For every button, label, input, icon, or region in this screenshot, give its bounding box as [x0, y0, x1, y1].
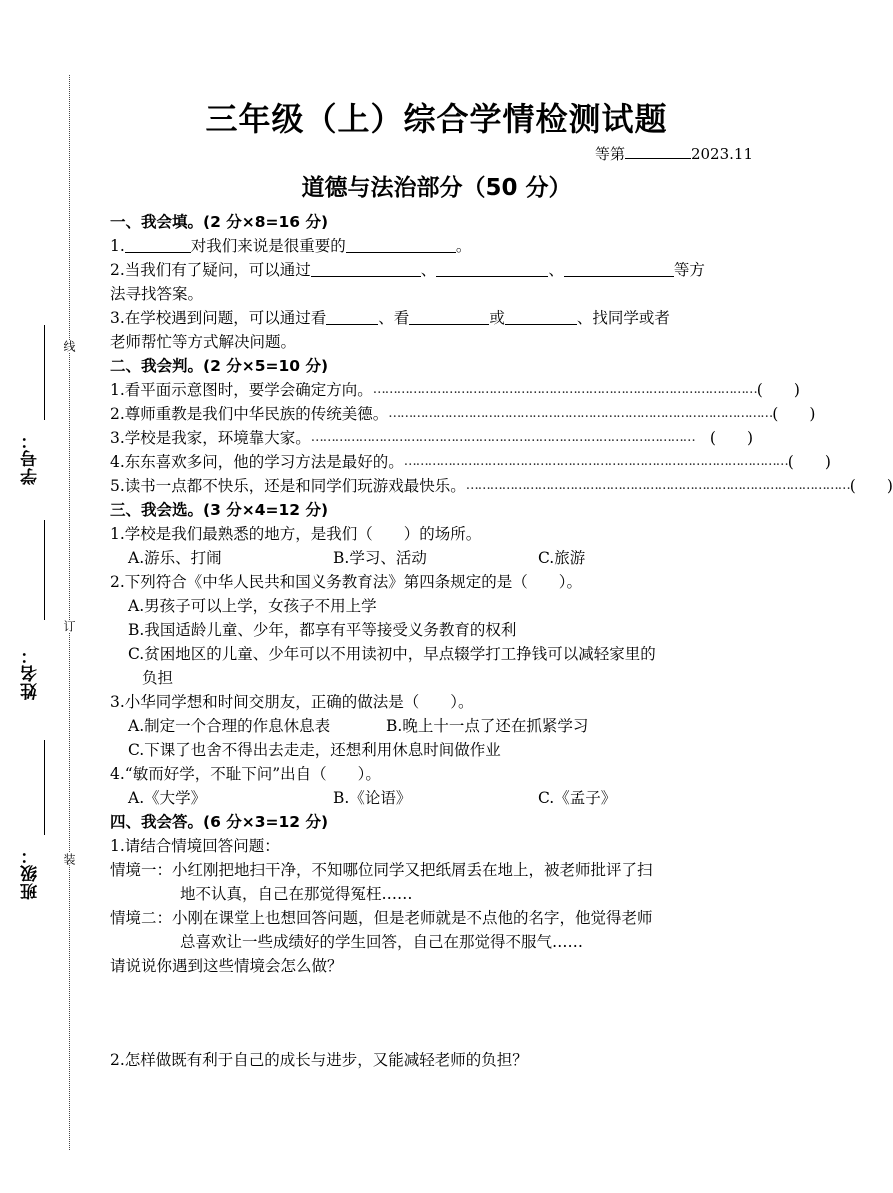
- judge-answer-box[interactable]: ( ): [787, 453, 831, 471]
- binding-char-ding: 订: [62, 620, 76, 632]
- choice-q3-option-c[interactable]: C.下课了也舍不得出去走走，还想利用休息时间做作业: [128, 741, 501, 759]
- fill-q3-tail: 、找同学或者: [576, 309, 670, 327]
- section-subtitle: 道德与法治部分（50 分）: [301, 175, 572, 201]
- judge-item: [110, 426, 753, 450]
- judge-item-text: 2.尊师重教是我们中华民族的传统美德。: [110, 405, 389, 423]
- judge-dots: ……………………………………………………………………………………: [372, 382, 757, 397]
- judge-item-text: 4.东东喜欢多问，他的学习方法是最好的。: [110, 453, 404, 471]
- answer-q1-ask: 请说说你遇到这些情境会怎么做？: [110, 957, 343, 975]
- exam-date: 2023.11: [690, 145, 753, 163]
- fill-q3: [110, 306, 753, 330]
- judge-answer-box[interactable]: ( ): [849, 477, 893, 495]
- judge-item-text: 1.看平面示意图时，要学会确定方向。: [110, 381, 373, 399]
- grade-date-line: [110, 142, 753, 166]
- fill-q2-blank2[interactable]: [436, 261, 548, 277]
- section3-heading: 三、我会选。(3 分×4=12 分): [110, 501, 329, 519]
- fill-q3-cont: 老师帮忙等方式解决问题。: [110, 333, 297, 351]
- fill-q2-sep2: 、: [548, 261, 564, 279]
- fill-q1-blank2[interactable]: [346, 237, 456, 253]
- choice-q1-stem: 1.学校是我们最熟悉的地方，是我们（ ）的场所。: [110, 525, 482, 543]
- judge-item: [110, 450, 831, 474]
- grade-blank[interactable]: [625, 144, 691, 159]
- judge-answer-box[interactable]: ( ): [772, 405, 816, 423]
- fill-q3-sep2: 或: [489, 309, 505, 327]
- judge-item-text: 3.学校是我家，环境靠大家。: [110, 429, 311, 447]
- choice-q2-option-c[interactable]: C.贫困地区的儿童、少年可以不用读初中，早点辍学打工挣钱可以减轻家里的: [128, 645, 656, 663]
- name-label: 姓名：: [21, 646, 41, 700]
- student-id-label: 学号：: [21, 431, 41, 485]
- choice-q2-option-b[interactable]: B.我国适龄儿童、少年，都享有平等接受义务教育的权利: [128, 621, 517, 639]
- scenario-two: 情境二：小刚在课堂上也想回答问题，但是老师就是不点他的名字，他觉得老师: [110, 909, 653, 927]
- answer-q1-stem: 1.请结合情境回答问题：: [110, 837, 280, 855]
- fill-q3-blank2[interactable]: [409, 309, 489, 325]
- choice-q3-options: [110, 714, 753, 738]
- judge-dots: ……………………………………………………………………………………: [310, 430, 695, 445]
- binding-dotted-line: [69, 75, 70, 1150]
- scenario-one: 情境一：小红刚把地扫干净，不知哪位同学又把纸屑丢在地上，被老师批评了扫: [110, 861, 653, 879]
- judge-answer-box[interactable]: ( ): [709, 429, 753, 447]
- fill-q1: [110, 234, 753, 258]
- choice-q4-option-b[interactable]: B.《论语》: [333, 789, 412, 807]
- fill-q2-tail: 等方: [673, 261, 705, 279]
- choice-q2-stem: 2.下列符合《中华人民共和国义务教育法》第四条规定的是（ ）。: [110, 573, 583, 591]
- section2-heading: 二、我会判。(2 分×5=10 分): [110, 357, 329, 375]
- choice-q4-option-a[interactable]: A.《大学》: [128, 789, 207, 807]
- fill-q3-text: 3.在学校遇到问题，可以通过看: [110, 309, 327, 327]
- page-title: 三年级（上）综合学情检测试题: [205, 100, 668, 138]
- choice-q2-option-a[interactable]: A.男孩子可以上学，女孩子不用上学: [128, 597, 377, 615]
- fill-q3-sep1: 、看: [378, 309, 410, 327]
- choice-q4-options: [110, 786, 753, 810]
- choice-q3-option-b[interactable]: B.晚上十一点了还在抓紧学习: [386, 717, 589, 735]
- exam-content: [110, 96, 893, 1072]
- judge-dots: ……………………………………………………………………………………: [388, 406, 773, 421]
- judge-answer-box[interactable]: ( ): [756, 381, 800, 399]
- choice-q4-stem: 4.“敏而好学，不耻下问”出自（ ）。: [110, 765, 381, 783]
- name-blank[interactable]: [44, 520, 45, 620]
- choice-q1-option-c[interactable]: C.旅游: [538, 549, 586, 567]
- answer-q1-space[interactable]: [110, 978, 753, 1048]
- fill-q2-sep1: 、: [420, 261, 437, 279]
- student-id-blank[interactable]: [44, 325, 45, 420]
- scenario-one-cont: 地不认真，自己在那觉得冤枉……: [180, 885, 413, 903]
- fill-q2: [110, 258, 753, 282]
- choice-q1-options: [110, 546, 753, 570]
- fill-q1-blank1[interactable]: [125, 237, 191, 253]
- fill-q2-cont: 法寻找答案。: [110, 285, 204, 303]
- fill-q2-blank3[interactable]: [564, 261, 674, 277]
- choice-q1-option-a[interactable]: A.游乐、打闹: [128, 549, 222, 567]
- choice-q1-option-b[interactable]: B.学习、活动: [333, 549, 427, 567]
- answer-q2-stem: 2.怎样做既有利于自己的成长与进步，又能减轻老师的负担？: [110, 1051, 528, 1069]
- fill-q1-num: 1.: [110, 237, 125, 255]
- choice-q4-option-c[interactable]: C.《孟子》: [538, 789, 617, 807]
- class-label: 班级：: [21, 846, 41, 900]
- judge-dots: ……………………………………………………………………………………: [403, 454, 788, 469]
- grade-prefix: 等第: [594, 145, 625, 163]
- choice-q2-option-c-cont: 负担: [142, 669, 174, 687]
- fill-q1-end: 。: [455, 237, 472, 255]
- fill-q2-blank1[interactable]: [311, 261, 421, 277]
- scenario-two-cont: 总喜欢让一些成绩好的学生回答，自己在那觉得不服气……: [180, 933, 584, 951]
- fill-q1-text: 对我们来说是很重要的: [190, 237, 346, 255]
- fill-q2-text: 2.当我们有了疑问，可以通过: [110, 261, 311, 279]
- section1-heading: 一、我会填。(2 分×8=16 分): [110, 213, 329, 231]
- judge-item-text: 5.读书一点都不快乐，还是和同学们玩游戏最快乐。: [110, 477, 466, 495]
- judge-item: [110, 378, 800, 402]
- binding-char-zhuang: 装: [62, 853, 76, 865]
- choice-q3-option-a[interactable]: A.制定一个合理的作息休息表: [128, 717, 331, 735]
- choice-q3-stem: 3.小华同学想和时间交朋友，正确的做法是（ ）。: [110, 693, 474, 711]
- binding-char-xian: 线: [62, 340, 76, 352]
- fill-q3-blank1[interactable]: [326, 309, 378, 325]
- judge-dots: ……………………………………………………………………………………: [465, 478, 850, 493]
- fill-q3-blank3[interactable]: [505, 309, 577, 325]
- judge-item: [110, 474, 893, 498]
- judge-item: [110, 402, 816, 426]
- section4-heading: 四、我会答。(6 分×3=12 分): [110, 813, 329, 831]
- class-blank[interactable]: [44, 740, 45, 835]
